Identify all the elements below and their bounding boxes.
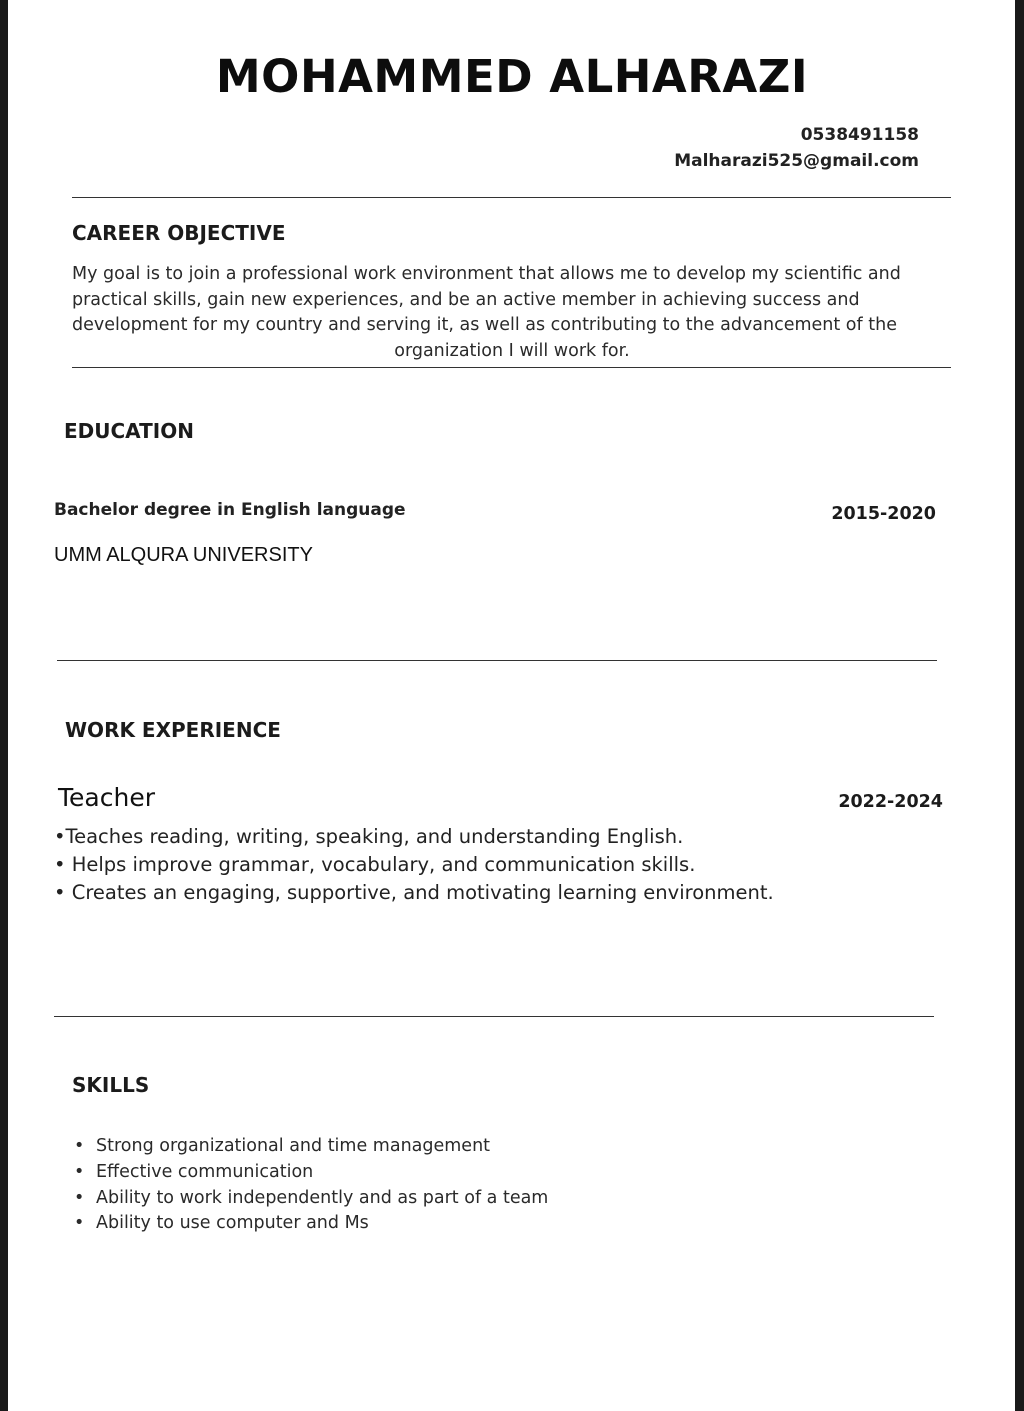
objective-line: organization I will work for. <box>394 340 630 361</box>
candidate-name: MOHAMMED ALHARAZI <box>215 50 809 103</box>
phone-number: 0538491158 <box>800 125 919 145</box>
divider-work <box>54 1016 934 1017</box>
skill-text: Effective communication <box>96 1161 314 1182</box>
education-heading: EDUCATION <box>64 419 194 443</box>
degree-title: Bachelor degree in English language <box>54 500 406 520</box>
skill-item <box>72 1211 548 1237</box>
skill-item <box>72 1160 548 1186</box>
skill-item <box>72 1134 548 1160</box>
skill-item <box>72 1186 548 1212</box>
divider-header <box>72 197 951 198</box>
bullet-icon: • <box>74 1187 85 1208</box>
objective-line: development for my country and serving it, as well as contributing to the advancement of the <box>72 315 897 335</box>
work-dates: 2022-2024 <box>838 792 943 812</box>
skill-text: Strong organizational and time management <box>96 1136 491 1156</box>
university-name: UMM ALQURA UNIVERSITY <box>54 544 313 566</box>
job-duty-item: •Teaches reading, writing, speaking, and understanding English. <box>54 825 684 848</box>
skills-heading: SKILLS <box>72 1073 150 1097</box>
bullet-icon: • <box>74 1213 85 1234</box>
job-duty-item: • Helps improve grammar, vocabulary, and communication skills. <box>54 853 696 876</box>
job-title: Teacher <box>58 783 155 812</box>
bullet-icon: • <box>74 1136 85 1156</box>
work-experience-heading: WORK EXPERIENCE <box>65 718 281 742</box>
skills-list <box>72 1134 548 1237</box>
divider-objective <box>72 367 951 368</box>
career-objective-text <box>72 262 952 364</box>
objective-line: practical skills, gain new experiences, and be an active member in achieving success and <box>72 289 860 310</box>
objective-line: My goal is to join a professional work environment that allows me to develop my scientific and <box>72 264 901 284</box>
skill-text: Ability to work independently and as part of a team <box>96 1187 549 1208</box>
skill-text: Ability to use computer and Ms <box>96 1213 369 1234</box>
career-objective-heading: CAREER OBJECTIVE <box>72 221 286 245</box>
bullet-icon: • <box>74 1161 85 1182</box>
education-dates: 2015-2020 <box>831 504 936 524</box>
divider-education <box>57 660 937 661</box>
email-address: Malharazi525@gmail.com <box>674 151 919 171</box>
job-duty-item: • Creates an engaging, supportive, and motivating learning environment. <box>54 881 774 904</box>
